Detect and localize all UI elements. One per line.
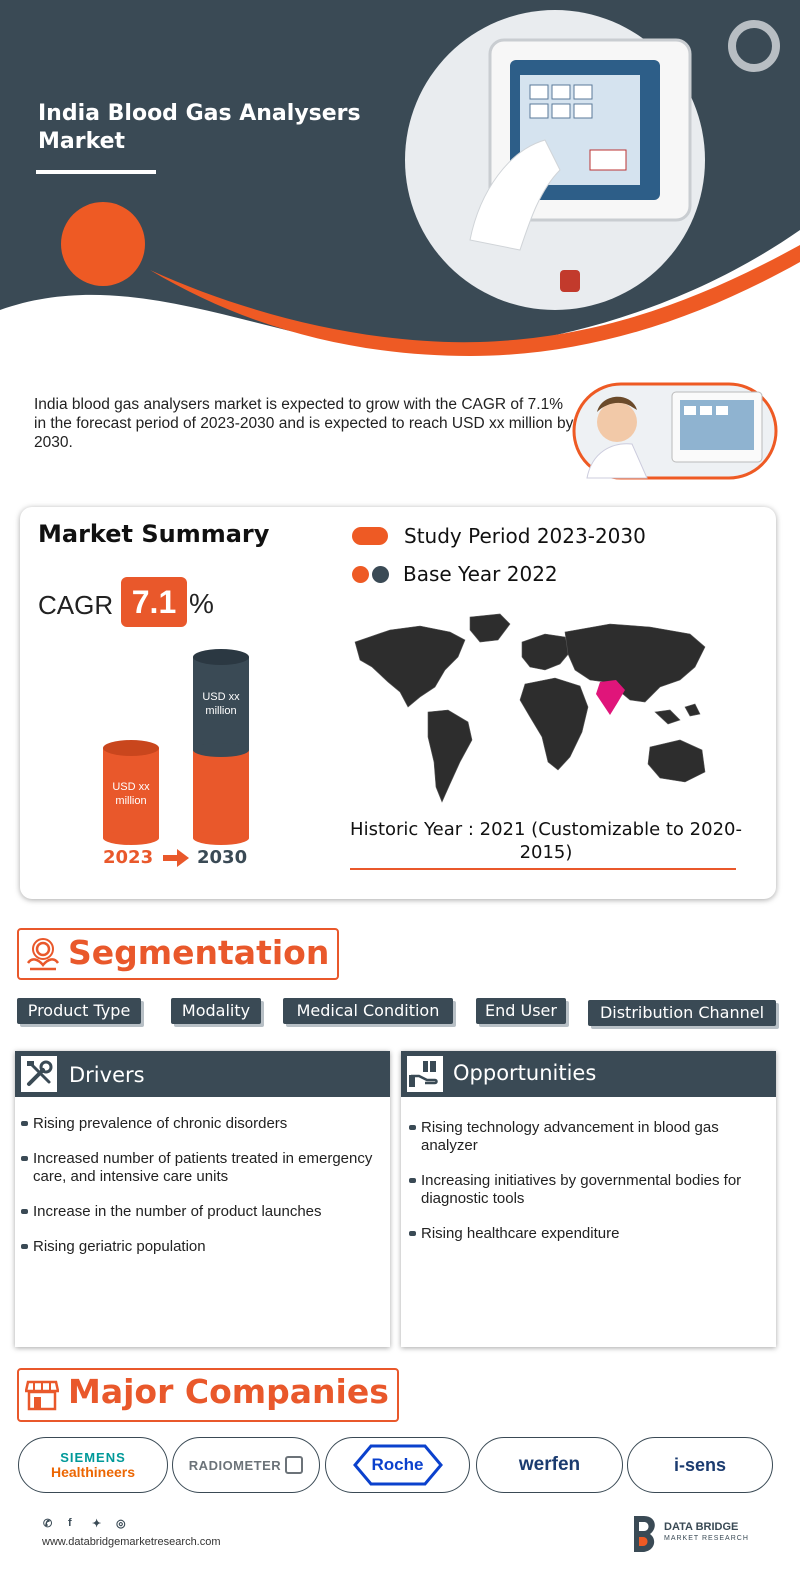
facebook-icon[interactable]: f bbox=[68, 1517, 72, 1529]
world-map bbox=[350, 612, 730, 812]
year-2023: 2023 bbox=[103, 847, 154, 868]
werfen-logo: werfen bbox=[476, 1437, 623, 1493]
drivers-header bbox=[15, 1051, 390, 1097]
orange-circle-decoration bbox=[61, 202, 145, 286]
list-item: Increased number of patients treated in emergency care, and intensive care units bbox=[21, 1150, 381, 1186]
arrow-right-icon bbox=[163, 849, 189, 867]
segmentation-icon bbox=[26, 937, 60, 971]
header-banner bbox=[0, 0, 800, 370]
historic-underline bbox=[350, 868, 736, 870]
list-item: Increase in the number of product launches bbox=[21, 1203, 381, 1221]
drivers-panel bbox=[15, 1051, 390, 1347]
market-summary-title: Market Summary bbox=[38, 520, 270, 548]
india-highlight bbox=[596, 680, 625, 715]
cylinder-2030 bbox=[193, 649, 249, 845]
segment-tag-medical-condition: Medical Condition bbox=[283, 998, 453, 1024]
isens-logo: i-sens bbox=[627, 1437, 773, 1493]
list-item: Rising technology advancement in blood gas analyzer bbox=[409, 1119, 769, 1155]
data-bridge-logo-icon bbox=[630, 1514, 660, 1554]
analyzer-photo bbox=[405, 10, 705, 310]
list-item: Increasing initiatives by governmental bodies for diagnostic tools bbox=[409, 1172, 769, 1208]
title-underline bbox=[36, 170, 156, 174]
opportunities-title: Opportunities bbox=[453, 1061, 597, 1085]
intro-photo bbox=[572, 382, 778, 480]
radiometer-mark-icon bbox=[285, 1456, 303, 1474]
segment-tag-end-user: End User bbox=[476, 998, 566, 1024]
dark-dot-icon bbox=[372, 566, 389, 583]
segment-tag-modality: Modality bbox=[171, 998, 261, 1024]
bar-2030-label: USD xx million bbox=[202, 691, 240, 717]
year-2030: 2030 bbox=[197, 847, 248, 868]
cagr-value: 7.1 bbox=[121, 577, 187, 627]
whatsapp-icon[interactable]: ✆ bbox=[43, 1518, 53, 1530]
orange-dot-icon bbox=[352, 566, 369, 583]
drivers-title: Drivers bbox=[69, 1063, 145, 1087]
drivers-list bbox=[21, 1115, 381, 1273]
radiometer-logo: RADIOMETER bbox=[172, 1437, 320, 1493]
hand-gift-icon bbox=[407, 1056, 443, 1092]
list-item: Rising geriatric population bbox=[21, 1238, 381, 1256]
cagr-label: CAGR bbox=[38, 590, 114, 620]
companies-title: Major Companies bbox=[68, 1372, 389, 1411]
siemens-logo: SIEMENS Healthineers bbox=[18, 1437, 168, 1493]
brand-subtitle: MARKET RESEARCH bbox=[664, 1535, 749, 1542]
segmentation-title: Segmentation bbox=[68, 933, 330, 972]
website-link[interactable]: www.databridgemarketresearch.com bbox=[42, 1536, 221, 1548]
store-icon bbox=[25, 1378, 59, 1412]
list-item: Rising healthcare expenditure bbox=[409, 1225, 769, 1243]
tools-icon bbox=[21, 1056, 57, 1092]
base-year-text: Base Year 2022 bbox=[403, 562, 558, 586]
growth-cylinders bbox=[95, 645, 260, 845]
list-item: Rising prevalence of chronic disorders bbox=[21, 1115, 381, 1133]
roche-logo: Roche bbox=[325, 1437, 470, 1493]
intro-text: India blood gas analysers market is expected to grow with the CAGR of 7.1% in the forecast period of 2023-2030 and is expected to reach USD xx million by 2030. bbox=[34, 396, 574, 451]
cagr-unit: % bbox=[189, 588, 214, 619]
segment-tag-product-type: Product Type bbox=[17, 998, 141, 1024]
segment-tag-distribution-channel: Distribution Channel bbox=[588, 1000, 776, 1026]
study-period-text: Study Period 2023-2030 bbox=[404, 524, 646, 548]
twitter-icon[interactable]: ✦ bbox=[92, 1518, 102, 1530]
opportunities-list bbox=[409, 1119, 769, 1260]
opportunities-panel bbox=[401, 1051, 776, 1347]
base-year bbox=[352, 562, 558, 586]
bar-2023-label: USD xx million bbox=[112, 781, 150, 807]
study-period bbox=[352, 524, 646, 548]
page-title: India Blood Gas Analysers Market bbox=[38, 101, 361, 154]
opportunities-header bbox=[401, 1051, 776, 1097]
instagram-icon[interactable]: ◎ bbox=[116, 1518, 126, 1530]
historic-year: Historic Year : 2021 (Customizable to 2020-2015) bbox=[350, 819, 742, 863]
orange-pill-icon bbox=[352, 527, 388, 545]
brand-name: DATA BRIDGE bbox=[664, 1521, 739, 1533]
